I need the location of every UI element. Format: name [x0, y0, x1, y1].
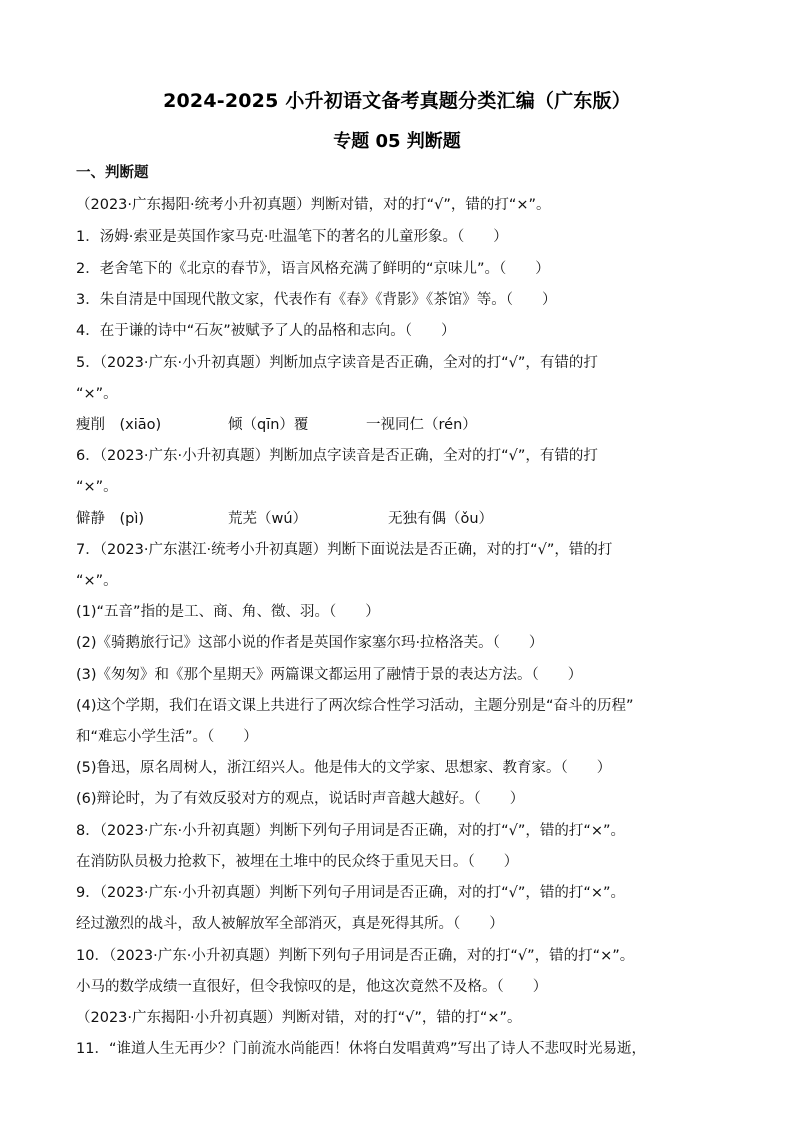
question-text: (6)辩论时，为了有效反驳对方的观点，说话时声音越大越好。（ ） — [76, 791, 525, 807]
question-text: （2023·广东揭阳·统考小升初真题）判断对错，对的打“√”，错的打“×”。 — [76, 197, 551, 213]
pinyin-item: 瘦削 (xiāo) — [76, 417, 162, 433]
pinyin-item: 倾（qīn）覆 — [228, 417, 309, 433]
question-text: “×”。 — [76, 386, 118, 402]
pinyin-item: 无独有偶（ǒu） — [388, 511, 494, 527]
question-text: 经过激烈的战斗，敌人被解放军全部消灭，真是死得其所。（ ） — [76, 916, 504, 932]
question-text: 7．（2023·广东湛江·统考小升初真题）判断下面说法是否正确，对的打“√”，错的打 — [76, 542, 613, 558]
question-text: 4．在于谦的诗中“石灰”被赋予了人的品格和志向。（ ） — [76, 323, 456, 339]
question-text: 6．（2023·广东·小升初真题）判断加点字读音是否正确，全对的打“√”，有错的打 — [76, 448, 598, 464]
question-text: (5)鲁迅，原名周树人，浙江绍兴人。他是伟大的文学家、思想家、教育家。（ ） — [76, 760, 612, 776]
question-text: （2023·广东揭阳·小升初真题）判断对错，对的打“√”，错的打“×”。 — [76, 1010, 522, 1026]
question-text: 小马的数学成绩一直很好，但令我惊叹的是，他这次竟然不及格。（ ） — [76, 979, 548, 995]
question-text: 和“难忘小学生活”。（ ） — [76, 729, 258, 745]
question-text: (1)“五音”指的是工、商、角、徵、羽。（ ） — [76, 604, 380, 620]
question-text: 9．（2023·广东·小升初真题）判断下列句子用词是否正确，对的打“√”，错的打“×”。 — [76, 885, 626, 901]
pinyin-item: 荒芜（wú） — [228, 511, 308, 527]
question-text: (4)这个学期，我们在语文课上共进行了两次综合性学习活动，主题分别是“奋斗的历程” — [76, 698, 634, 714]
pinyin-item: 一视同仁（rén） — [366, 417, 477, 433]
question-text: 8．（2023·广东·小升初真题）判断下列句子用词是否正确，对的打“√”，错的打“×”。 — [76, 823, 626, 839]
question-text: 3．朱自清是中国现代散文家，代表作有《春》《背影》《茶馆》等。（ ） — [76, 292, 557, 308]
question-text: “×”。 — [76, 479, 118, 495]
document-title: 2024-2025 小升初语文备考真题分类汇编（广东版） — [163, 90, 631, 112]
question-text: 11．“谁道人生无再少？门前流水尚能西！休将白发唱黄鸡”写出了诗人不悲叹时光易逝， — [76, 1041, 646, 1057]
question-text: “×”。 — [76, 573, 118, 589]
pinyin-item: 僻静 (pì) — [76, 511, 145, 527]
question-text: (3)《匆匆》和《那个星期天》两篇课文都运用了融情于景的表达方法。（ ） — [76, 667, 583, 683]
question-text: 10．（2023·广东·小升初真题）判断下列句子用词是否正确，对的打“√”，错的打“×”。 — [76, 948, 635, 964]
question-text: 1．汤姆·索亚是英国作家马克·吐温笔下的著名的儿童形象。（ ） — [76, 229, 508, 245]
question-text: 2．老舍笔下的《北京的春节》，语言风格充满了鲜明的“京味儿”。（ ） — [76, 261, 550, 277]
question-text: (2)《骑鹅旅行记》这部小说的作者是英国作家塞尔玛·拉格洛芙。（ ） — [76, 635, 544, 651]
section-heading: 一、判断题 — [76, 165, 149, 181]
document-subtitle: 专题 05 判断题 — [333, 131, 461, 152]
question-text: 5．（2023·广东·小升初真题）判断加点字读音是否正确，全对的打“√”，有错的打 — [76, 355, 598, 371]
question-text: 在消防队员极力抢救下，被埋在土堆中的民众终于重见天日。（ ） — [76, 854, 519, 870]
